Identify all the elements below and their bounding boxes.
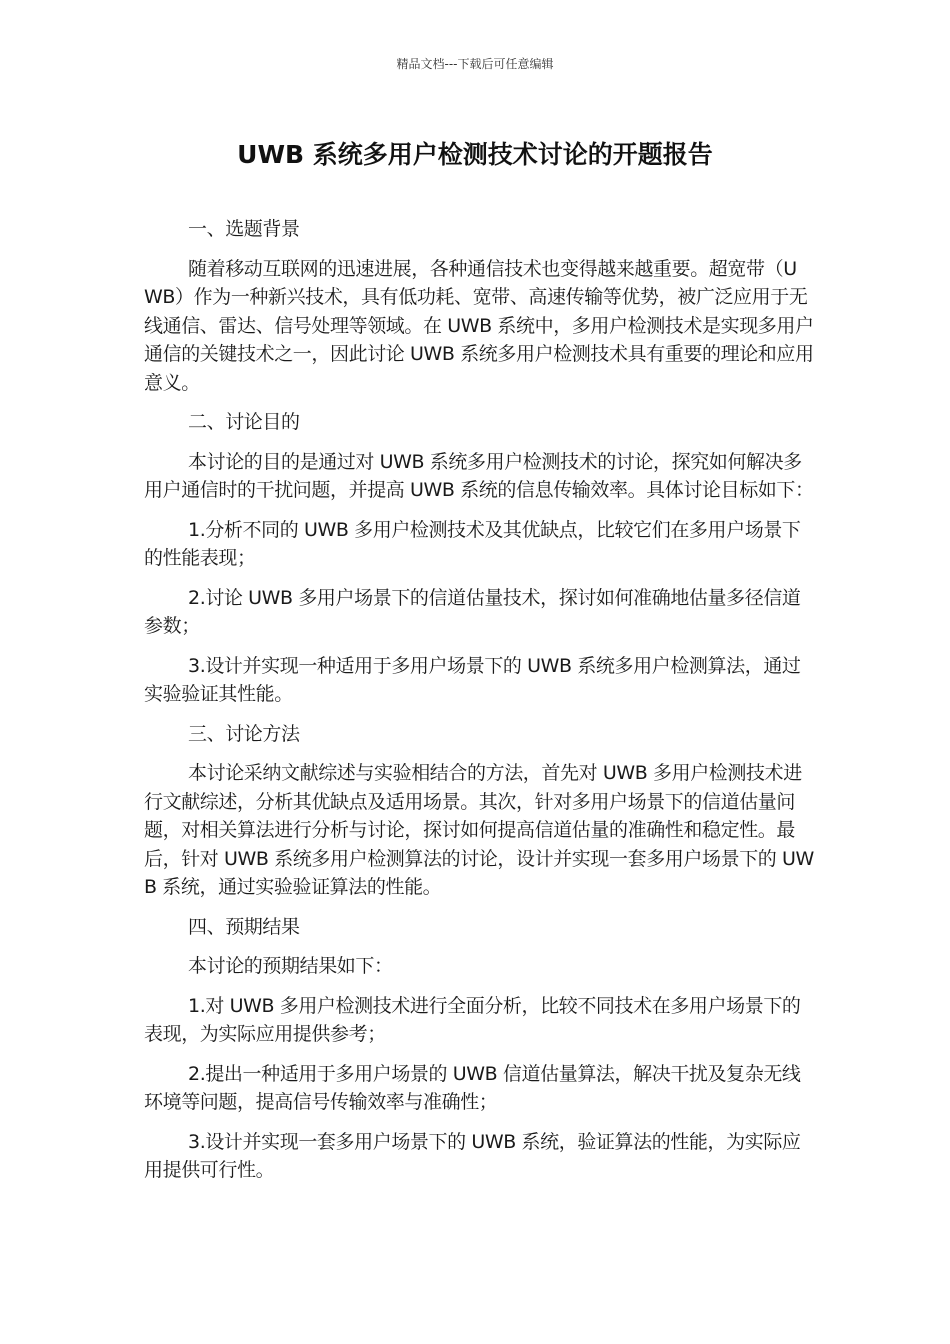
section-heading-method: 三、讨论方法 (188, 722, 300, 745)
list-item-purpose-1: 1.分析不同的 UWB 多用户检测技术及其优缺点，比较它们在多用户场景下的性能表现； (144, 518, 801, 569)
section-heading-results: 四、预期结果 (188, 915, 300, 938)
list-item-purpose-2: 2.讨论 UWB 多用户场景下的信道估量技术，探讨如何准确地估量多径信道参数； (144, 586, 801, 637)
list-item-results-3: 3.设计并实现一套多用户场景下的 UWB 系统，验证算法的性能，为实际应用提供可行性。 (144, 1130, 801, 1181)
paragraph-purpose: 本讨论的目的是通过对 UWB 系统多用户检测技术的讨论，探究如何解决多用户通信时的干扰问题，并提高 UWB 系统的信息传输效率。具体讨论目标如下： (144, 450, 814, 501)
list-item-results-1: 1.对 UWB 多用户检测技术进行全面分析，比较不同技术在多用户场景下的表现，为实际应用提供参考； (144, 994, 801, 1045)
list-item-results-2: 2.提出一种适用于多用户场景的 UWB 信道估量算法，解决干扰及复杂无线环境等问题，提高信号传输效率与准确性； (144, 1062, 801, 1113)
paragraph-results-intro: 本讨论的预期结果如下： (188, 955, 393, 977)
section-heading-background: 一、选题背景 (188, 218, 300, 240)
paragraph-method: 本讨论采纳文献综述与实验相结合的方法，首先对 UWB 多用户检测技术进行文献综述，分析其优缺点及适用场景。其次，针对多用户场景下的信道估量问题，对相关算法进行分析与讨论，探讨如何提高信道估量的准确性和稳定性。最后，针对 UWB 系统多用户检测算法的讨论，设计并实现一套多用户场景下的 UWB 系统，通过实验验证算法的性能。 (144, 762, 814, 898)
document-title: UWB 系统多用户检测技术讨论的开题报告 (237, 140, 713, 169)
document-body (144, 215, 814, 1196)
paragraph-background: 随着移动互联网的迅速进展，各种通信技术也变得越来越重要。超宽带（UWB）作为一种新兴技术，具有低功耗、宽带、高速传输等优势，被广泛应用于无线通信、雷达、信号处理等领域。在 UWB 系统中，多用户检测技术是实现多用户通信的关键技术之一，因此讨论 UWB 系统多用户检测技术具有重要的理论和应用意义。 (144, 257, 814, 394)
page-header-note: 精品文档---下载后可任意编辑 (396, 57, 554, 71)
section-heading-purpose: 二、讨论目的 (188, 411, 300, 433)
list-item-purpose-3: 3.设计并实现一种适用于多用户场景下的 UWB 系统多用户检测算法，通过实验验证其性能。 (144, 654, 801, 705)
